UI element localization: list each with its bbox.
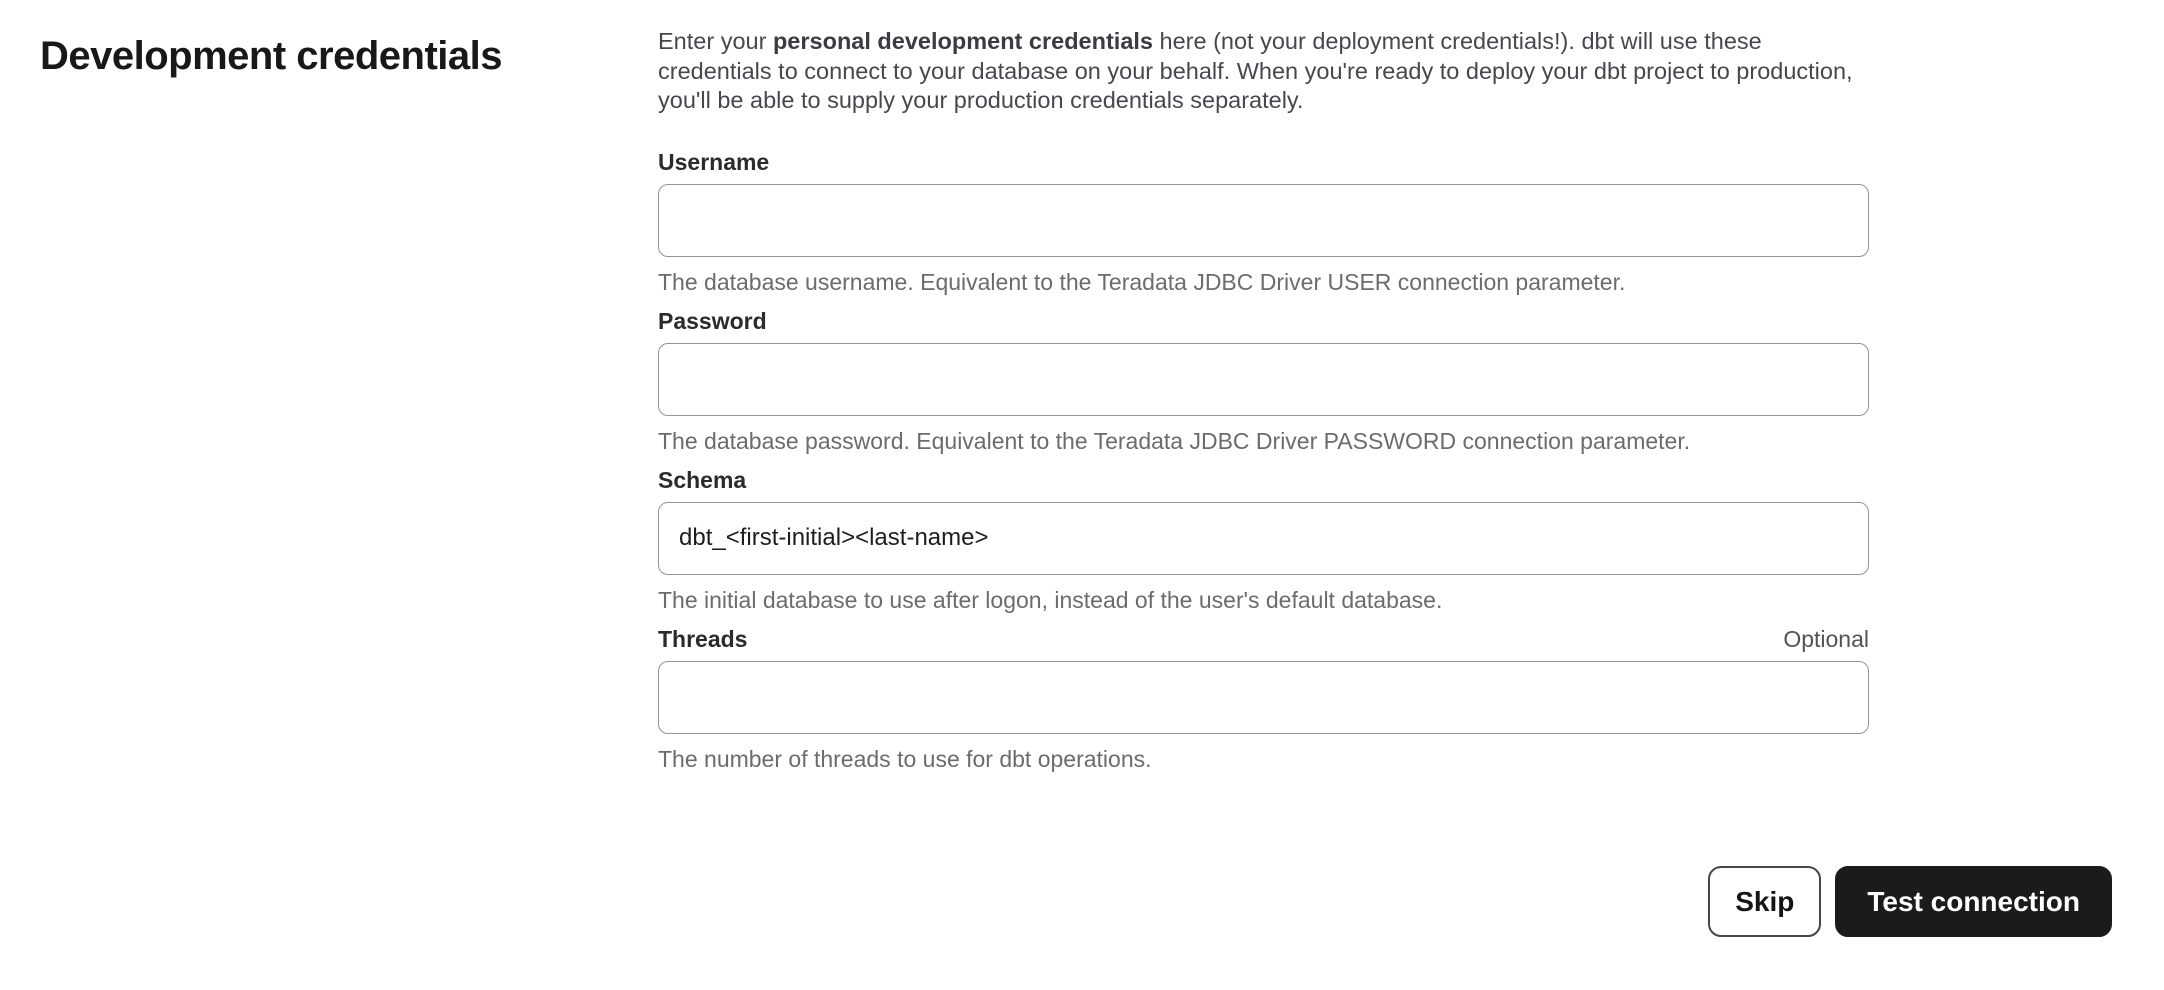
schema-helper-text: The initial database to use after logon, instead of the user's default database. — [658, 586, 1443, 613]
threads-label: Threads — [658, 625, 748, 652]
form-actions — [1708, 866, 2112, 937]
credentials-form — [658, 27, 1869, 772]
intro-suffix: here (not your deployment credentials!). dbt will use these credentials to connect to your database on your behalf. When you're ready to deploy your dbt project to production, you'll be able to supply your production credentials separately. — [658, 28, 1853, 113]
skip-button[interactable]: Skip — [1708, 866, 1821, 937]
test-connection-button[interactable]: Test connection — [1835, 866, 2112, 937]
schema-label-row — [658, 467, 1869, 493]
threads-label-row — [658, 626, 1869, 652]
password-label: Password — [658, 307, 767, 334]
username-input[interactable] — [658, 184, 1869, 257]
threads-helper-text: The number of threads to use for dbt operations. — [658, 745, 1152, 772]
password-label-row — [658, 308, 1869, 334]
threads-field-group — [658, 626, 1869, 772]
intro-prefix: Enter your — [658, 28, 773, 54]
threads-input[interactable] — [658, 661, 1869, 734]
schema-field-group — [658, 467, 1869, 613]
username-helper-text: The database username. Equivalent to the Teradata JDBC Driver USER connection parameter. — [658, 268, 1626, 295]
password-field-group — [658, 308, 1869, 454]
password-input[interactable] — [658, 343, 1869, 416]
username-label: Username — [658, 148, 770, 175]
schema-input[interactable] — [658, 502, 1869, 575]
threads-optional-tag: Optional — [1783, 625, 1869, 652]
page-title: Development credentials — [40, 34, 502, 78]
password-helper-text: The database password. Equivalent to the Teradata JDBC Driver PASSWORD connection parameter. — [658, 427, 1691, 454]
username-label-row — [658, 149, 1869, 175]
intro-bold-phrase: personal development credentials — [772, 28, 1153, 54]
schema-label: Schema — [658, 466, 747, 493]
username-field-group — [658, 149, 1869, 295]
intro-text — [658, 27, 1869, 116]
